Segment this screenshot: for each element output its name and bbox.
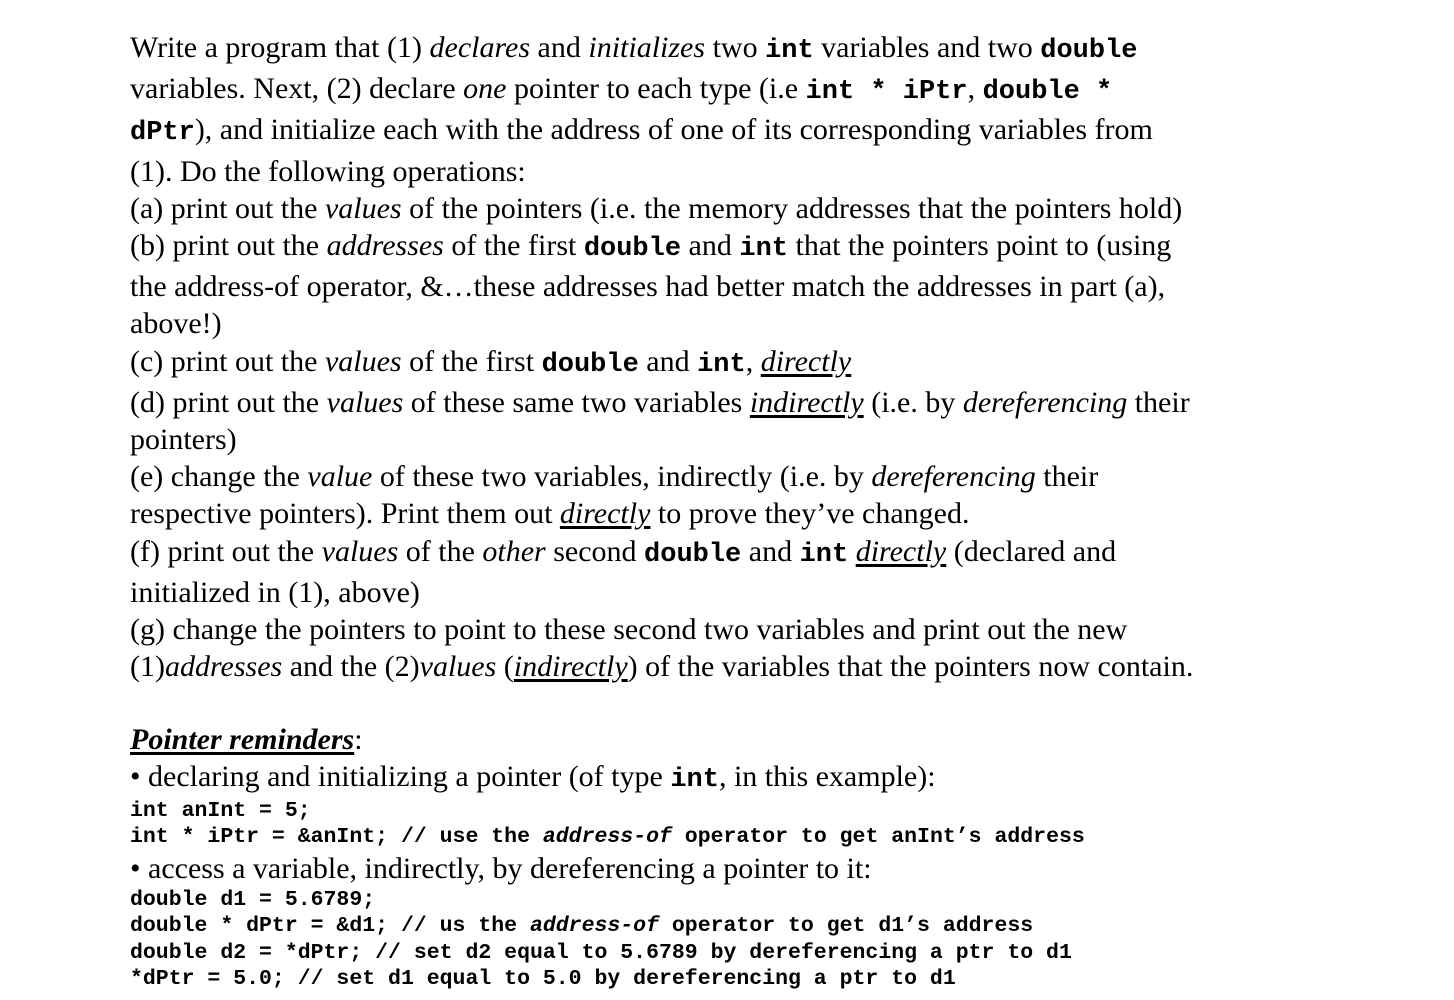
intro-line-1: Write a program that (1) declares and initializes two int variables and two double [130,31,1138,66]
code-line: double d1 = 5.6789; [130,887,376,912]
reminder-bullet-2: • access a variable, indirectly, by dereferencing a pointer to it: [130,851,872,885]
step-b-line-3: above!) [130,307,222,341]
intro-line-2: variables. Next, (2) declare one pointer to each type (i.e int * iPtr, double * [130,72,1113,108]
code-line: int * iPtr = &anInt; // use the address-of operator to get anInt’s address [130,825,1085,850]
step-b-line-2: the address-of operator, &…these addresses had better match the addresses in part (a), [130,270,1166,304]
step-e-line-2: respective pointers). Print them out directly to prove they’ve changed. [130,497,970,531]
code-line: int anInt = 5; [130,798,311,823]
step-g-line-2: (1)addresses and the (2)values (indirectly) of the variables that the pointers now contain. [130,650,1194,684]
reminder-bullet-1: • declaring and initializing a pointer (of type int, in this example): [130,759,936,795]
code-line: double * dPtr = &d1; // us the address-of operator to get d1’s address [130,914,1034,939]
assignment-document [130,29,1290,993]
step-f-line-2: initialized in (1), above) [130,575,420,609]
section-spacer [130,685,1290,721]
reminders-heading: Pointer reminders: [130,723,363,757]
intro-line-4: (1). Do the following operations: [130,154,526,188]
step-d-line-2: pointers) [130,423,237,457]
step-a: (a) print out the values of the pointers (i.e. the memory addresses that the pointers hold) [130,191,1183,225]
step-c: (c) print out the values of the first double and int, directly [130,344,852,380]
code-line: double d2 = *dPtr; // set d2 equal to 5.6789 by dereferencing a ptr to d1 [130,940,1072,965]
step-g-line-1: (g) change the pointers to point to these second two variables and print out the new [130,613,1128,647]
step-d-line-1: (d) print out the values of these same two variables indirectly (i.e. by dereferencing their [130,385,1190,419]
code-line: *dPtr = 5.0; // set d1 equal to 5.0 by dereferencing a ptr to d1 [130,967,956,992]
step-b-line-1: (b) print out the addresses of the first double and int that the pointers point to (using [130,229,1172,265]
intro-line-3: dPtr), and initialize each with the address of one of its corresponding variables from [130,113,1153,149]
step-e-line-1: (e) change the value of these two variables, indirectly (i.e. by dereferencing their [130,460,1099,494]
step-f-line-1: (f) print out the values of the other second double and int directly (declared and [130,534,1117,570]
